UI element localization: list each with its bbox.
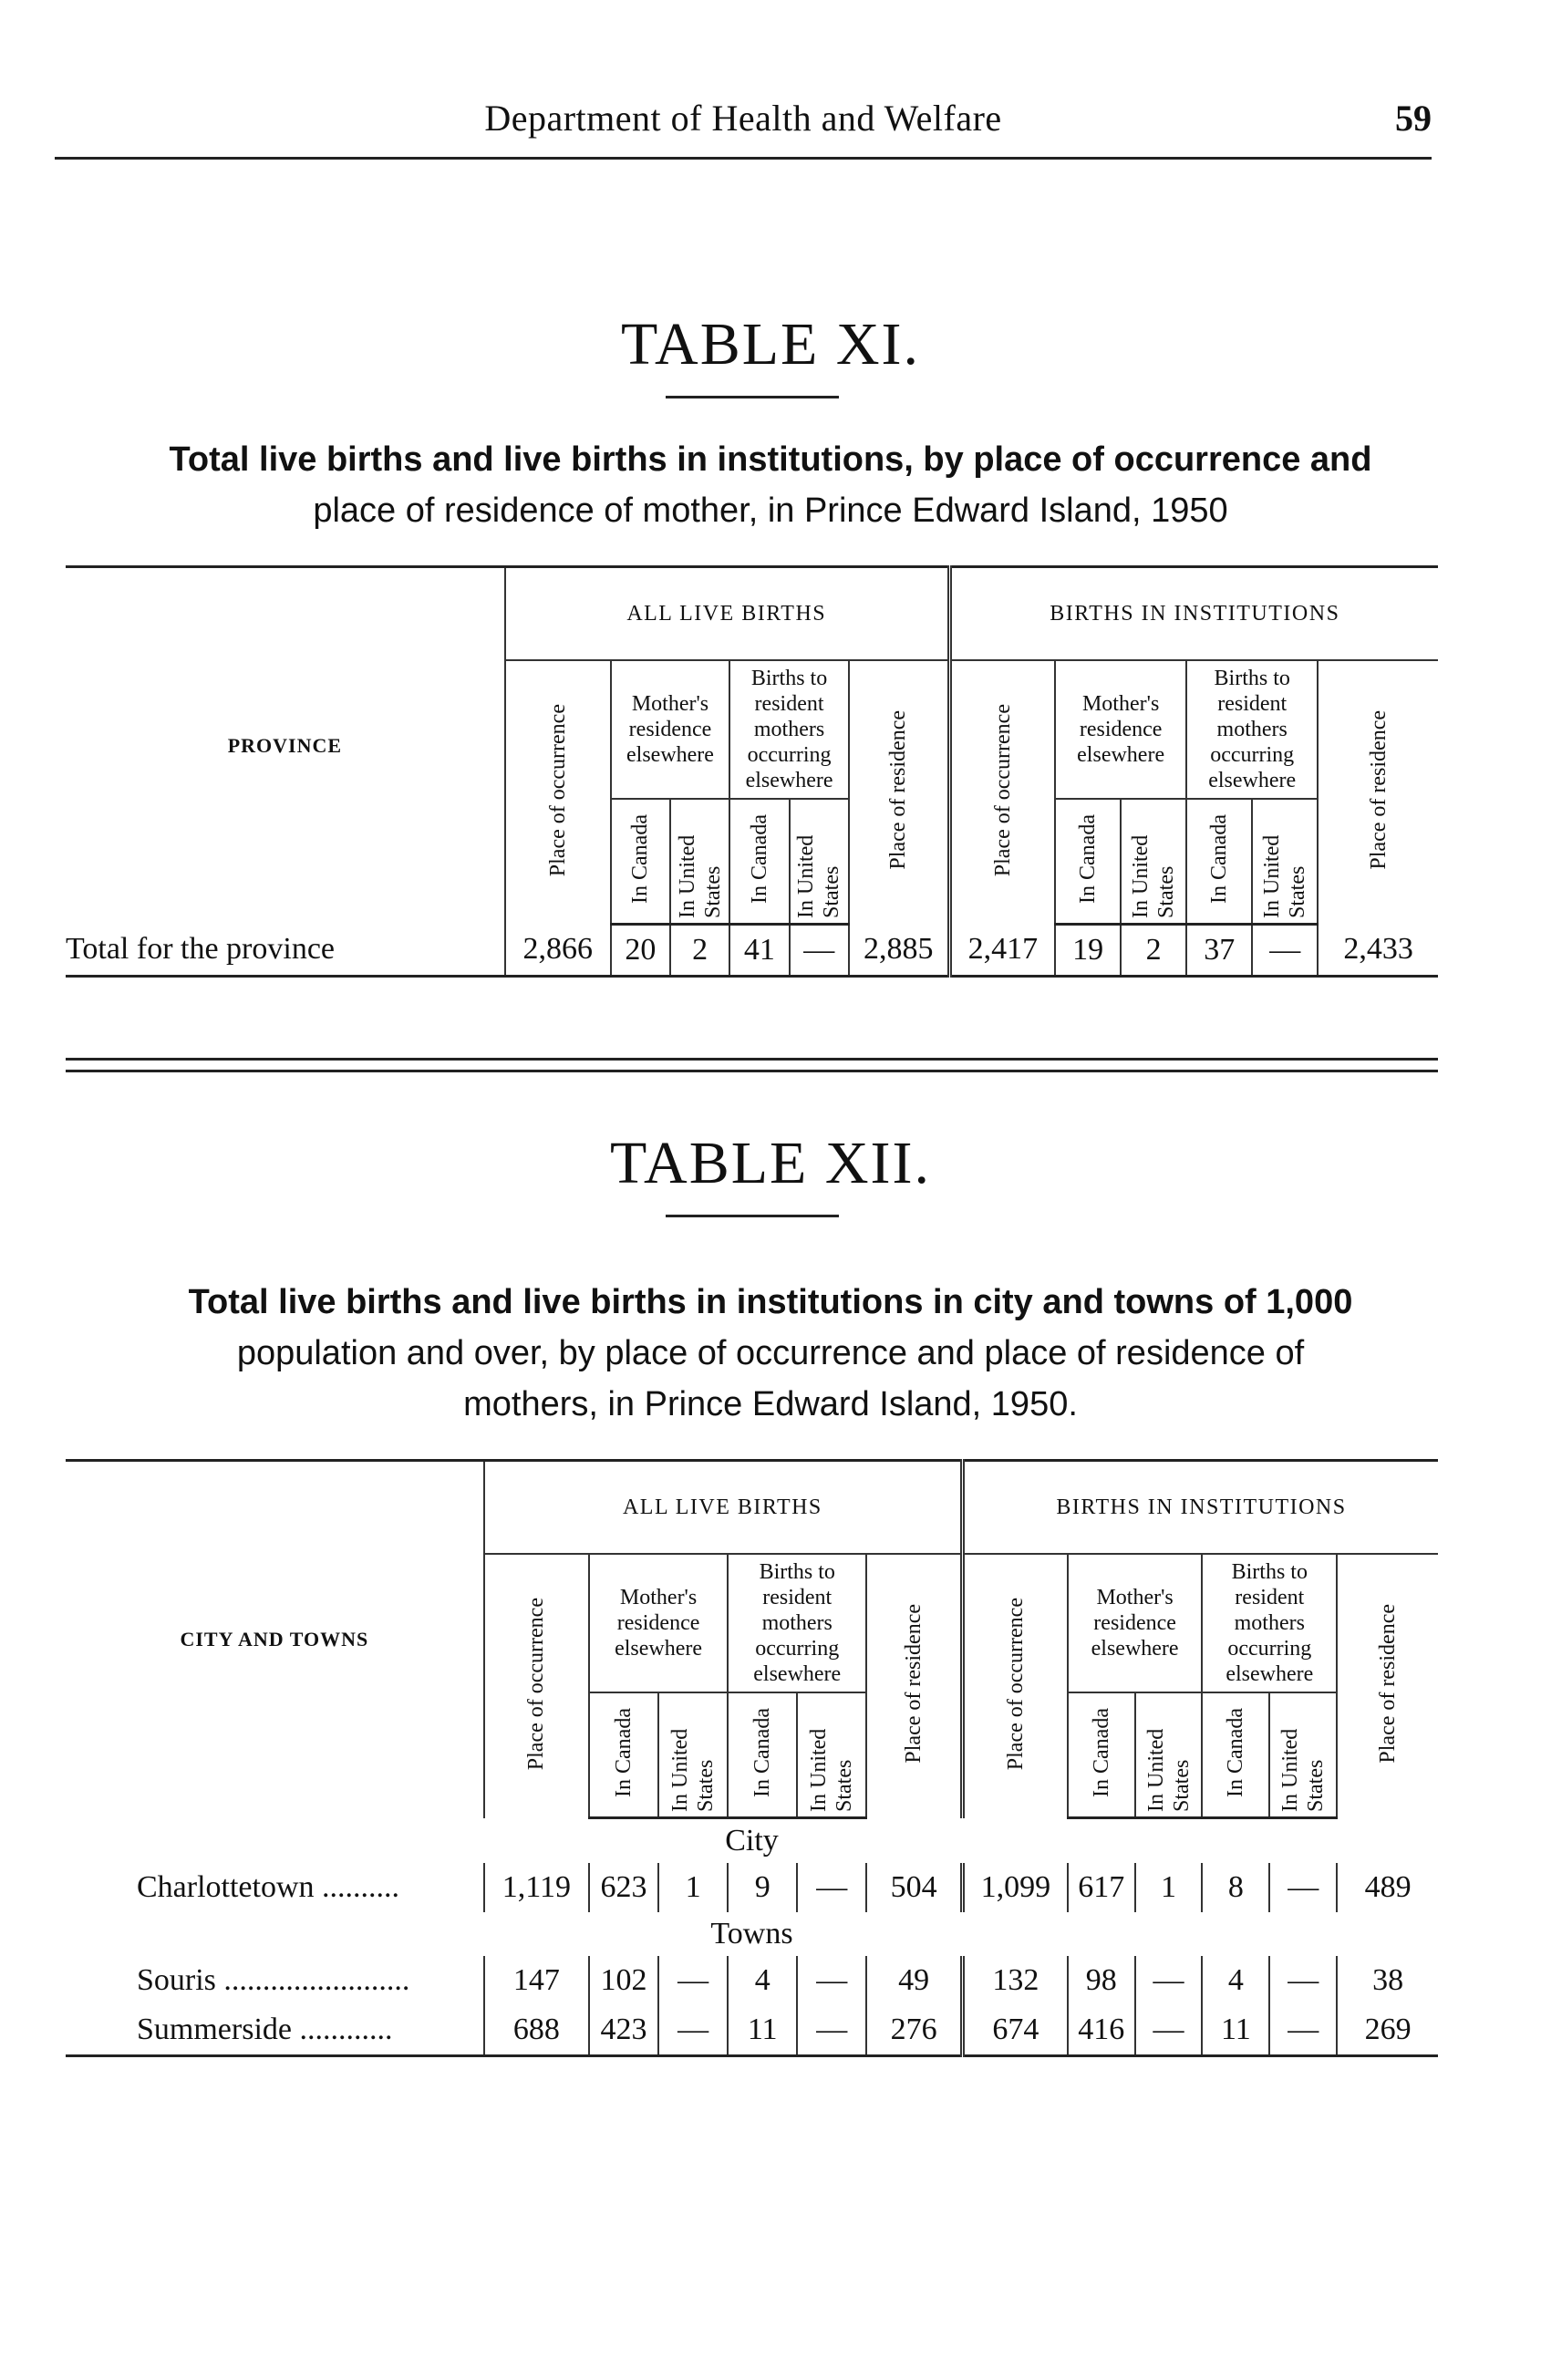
- cell: 37: [1186, 925, 1252, 977]
- title-rule: [666, 1215, 839, 1217]
- cell: 423: [589, 2005, 658, 2056]
- cell: 623: [589, 1863, 658, 1912]
- running-title: Department of Health and Welfare: [484, 98, 1002, 139]
- table-row: [66, 2005, 1438, 2056]
- page-header: [55, 88, 1432, 160]
- col-in-canada: In Canada: [1055, 799, 1121, 925]
- col-inst-mothers-residence-elsewhere: Mother's residence elsewhere: [1068, 1554, 1203, 1692]
- col-in-canada: In Canada: [611, 799, 670, 925]
- cell: 416: [1068, 2005, 1135, 2056]
- table-xi-caption-line1: Total live births and live births in institutions, by place of occurrence and: [169, 440, 1372, 479]
- cell: 11: [728, 2005, 797, 2056]
- col-in-canada: In Canada: [1068, 1692, 1135, 1818]
- cell: 11: [1202, 2005, 1269, 2056]
- cell: 504: [866, 1863, 962, 1912]
- col-inst-place-of-occurrence: Place of occurrence: [949, 660, 1055, 925]
- cell: 4: [728, 1956, 797, 2005]
- cell: 102: [589, 1956, 658, 2005]
- col-in-united-states: In United States: [658, 1692, 728, 1818]
- cell: 41: [729, 925, 789, 977]
- col-place-of-residence: Place of residence: [849, 660, 949, 925]
- cell: 617: [1068, 1863, 1135, 1912]
- cell: —: [1269, 2005, 1337, 2056]
- group-births-in-institutions: BIRTHS IN INSTITUTIONS: [949, 567, 1438, 661]
- cell: 2: [670, 925, 729, 977]
- col-in-canada: In Canada: [589, 1692, 658, 1818]
- section-divider: [66, 1058, 1438, 1072]
- cell: 19: [1055, 925, 1121, 977]
- cell: 489: [1337, 1863, 1438, 1912]
- table-xi-caption: [55, 434, 1486, 536]
- table-xii-caption: [55, 1277, 1486, 1430]
- col-in-united-states: In United States: [1135, 1692, 1203, 1818]
- table-xi-row-header: PROVINCE: [227, 734, 343, 758]
- cell: 269: [1337, 2005, 1438, 2056]
- col-inst-place-of-occurrence: Place of occurrence: [963, 1554, 1068, 1818]
- col-inst-place-of-residence: Place of residence: [1337, 1554, 1438, 1818]
- table-row: [66, 925, 1438, 977]
- cell: 674: [963, 2005, 1068, 2056]
- col-in-canada: In Canada: [729, 799, 789, 925]
- cell: —: [797, 1863, 866, 1912]
- cell: 2,885: [849, 925, 949, 977]
- title-rule: [666, 396, 839, 398]
- table-xi-title: TABLE XI.: [621, 311, 920, 378]
- section-row: [66, 1818, 1438, 1864]
- col-in-united-states: In United States: [797, 1692, 866, 1818]
- col-inst-place-of-residence: Place of residence: [1318, 660, 1438, 925]
- cell: 49: [866, 1956, 962, 2005]
- col-inst-births-to-resident-mothers: Births to resident mothers occurring elsewhere: [1202, 1554, 1337, 1692]
- table-row: [66, 1956, 1438, 2005]
- col-births-to-resident-mothers: Births to resident mothers occurring elsewhere: [729, 660, 849, 799]
- cell: 8: [1202, 1863, 1269, 1912]
- group-all-live-births: ALL LIVE BIRTHS: [484, 1461, 963, 1555]
- cell: 2,866: [505, 925, 611, 977]
- cell: 147: [484, 1956, 589, 2005]
- cell: 2,433: [1318, 925, 1438, 977]
- col-place-of-residence: Place of residence: [866, 1554, 962, 1818]
- col-place-of-occurrence: Place of occurrence: [505, 660, 611, 925]
- col-in-canada: In Canada: [1186, 799, 1252, 925]
- table-xii-caption-line1: Total live births and live births in institutions in city and towns of 1,000: [188, 1283, 1353, 1321]
- group-all-live-births: ALL LIVE BIRTHS: [505, 567, 949, 661]
- cell: 98: [1068, 1956, 1135, 2005]
- cell: 1: [658, 1863, 728, 1912]
- table-row: [66, 1863, 1438, 1912]
- cell: —: [797, 1956, 866, 2005]
- table-xii: [66, 1459, 1438, 2057]
- page-number: 59: [1395, 98, 1432, 139]
- table-xii-caption-line3: mothers, in Prince Edward Island, 1950.: [463, 1385, 1078, 1423]
- cell: 38: [1337, 1956, 1438, 2005]
- cell: —: [658, 1956, 728, 2005]
- table-xii-caption-line2: population and over, by place of occurrence and place of residence of: [236, 1334, 1305, 1372]
- col-inst-births-to-resident-mothers: Births to resident mothers occurring elsewhere: [1186, 660, 1318, 799]
- cell: 1,099: [963, 1863, 1068, 1912]
- cell: 2,417: [949, 925, 1055, 977]
- cell: —: [1269, 1863, 1337, 1912]
- cell: —: [1252, 925, 1318, 977]
- group-births-in-institutions: BIRTHS IN INSTITUTIONS: [963, 1461, 1438, 1555]
- col-in-united-states: In United States: [1252, 799, 1318, 925]
- row-label: Summerside ............: [137, 2013, 393, 2046]
- col-inst-mothers-residence-elsewhere: Mother's residence elsewhere: [1055, 660, 1186, 799]
- cell: 132: [963, 1956, 1068, 2005]
- cell: —: [1269, 1956, 1337, 2005]
- col-in-canada: In Canada: [1202, 1692, 1269, 1818]
- cell: 2: [1121, 925, 1186, 977]
- row-label: Charlottetown ..........: [137, 1870, 400, 1904]
- col-in-united-states: In United States: [790, 799, 849, 925]
- col-in-united-states: In United States: [1121, 799, 1186, 925]
- cell: 1,119: [484, 1863, 589, 1912]
- row-label: Souris ........................: [137, 1963, 410, 1997]
- cell: 9: [728, 1863, 797, 1912]
- col-mothers-residence-elsewhere: Mother's residence elsewhere: [611, 660, 730, 799]
- section-label-city: City: [725, 1824, 779, 1857]
- col-births-to-resident-mothers: Births to resident mothers occurring elsewhere: [728, 1554, 866, 1692]
- cell: —: [1135, 1956, 1203, 2005]
- table-xii-title: TABLE XII.: [610, 1130, 931, 1196]
- cell: —: [790, 925, 849, 977]
- col-place-of-occurrence: Place of occurrence: [484, 1554, 589, 1818]
- cell: 4: [1202, 1956, 1269, 2005]
- col-mothers-residence-elsewhere: Mother's residence elsewhere: [589, 1554, 728, 1692]
- cell: 1: [1135, 1863, 1203, 1912]
- col-in-united-states: In United States: [1269, 1692, 1337, 1818]
- table-xi-caption-line2: place of residence of mother, in Prince Edward Island, 1950: [313, 492, 1228, 530]
- col-in-canada: In Canada: [728, 1692, 797, 1818]
- cell: —: [797, 2005, 866, 2056]
- cell: —: [658, 2005, 728, 2056]
- table-xi: [66, 565, 1438, 978]
- cell: 276: [866, 2005, 962, 2056]
- row-label: Total for the province: [66, 932, 336, 967]
- cell: 688: [484, 2005, 589, 2056]
- cell: 20: [611, 925, 670, 977]
- section-label-towns: Towns: [710, 1917, 793, 1951]
- section-row: [66, 1912, 1438, 1956]
- col-in-united-states: In United States: [670, 799, 729, 925]
- cell: —: [1135, 2005, 1203, 2056]
- table-xii-row-header: CITY AND TOWNS: [180, 1628, 369, 1651]
